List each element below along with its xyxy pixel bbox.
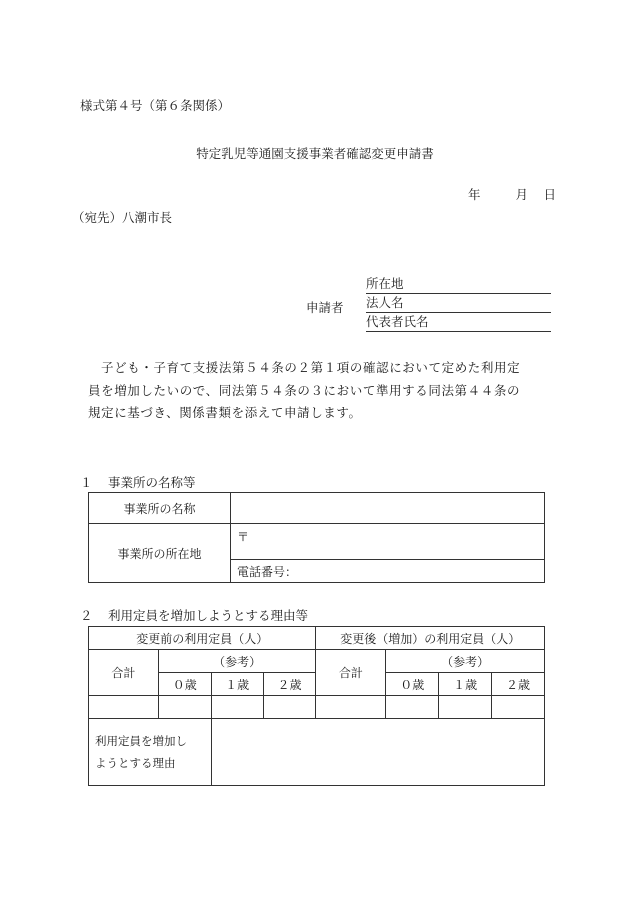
before-age-1: １歳 (211, 673, 263, 696)
after-age-1-value[interactable] (439, 696, 492, 719)
facility-address-cell[interactable] (231, 524, 545, 560)
section1-heading (80, 473, 196, 491)
document-title: 特定乳児等通園支援事業者確認変更申請書 (196, 146, 434, 161)
after-age-0-value[interactable] (386, 696, 439, 719)
after-age-1: １歳 (439, 673, 492, 696)
before-age-2: ２歳 (263, 673, 316, 696)
after-age-2-value[interactable] (492, 696, 545, 719)
capacity-table (88, 626, 545, 786)
before-age-2-value[interactable] (263, 696, 316, 719)
section2-number: ２ (80, 608, 93, 623)
after-age-0: ０歳 (386, 673, 439, 696)
reason-label-line-1: 利用定員を増加し (95, 734, 187, 748)
facility-name-label: 事業所の名称 (89, 493, 231, 524)
applicant-label: 申請者 (306, 300, 344, 315)
facility-table (88, 492, 545, 583)
reason-label (89, 719, 212, 786)
before-age-0-value[interactable] (158, 696, 211, 719)
section2-title: 利用定員を増加しようとする理由等 (108, 608, 309, 623)
before-capacity-header: 変更前の利用定員（人） (89, 627, 316, 650)
date-month: 月 (515, 187, 528, 202)
after-capacity-header: 変更後（増加）の利用定員（人） (316, 627, 545, 650)
before-total-label: 合計 (89, 650, 159, 696)
applicant-corporation-field[interactable]: 法人名 (366, 293, 551, 313)
phone-label: 電話番号： (237, 564, 298, 579)
postal-mark: 〒 (237, 530, 250, 544)
date-line (468, 185, 556, 203)
before-reference-label: （参考） (158, 650, 316, 673)
section2-heading (80, 606, 308, 624)
reason-label-line-2: ようとする理由 (95, 756, 176, 770)
before-age-1-value[interactable] (211, 696, 263, 719)
before-total-value[interactable] (89, 696, 159, 719)
after-reference-label: （参考） (386, 650, 545, 673)
section1-title: 事業所の名称等 (108, 475, 196, 490)
form-number: 様式第４号（第６条関係） (80, 98, 231, 113)
facility-address-label: 事業所の所在地 (89, 524, 231, 583)
after-total-label: 合計 (316, 650, 386, 696)
date-year: 年 (468, 187, 481, 202)
section1-number: １ (80, 475, 93, 490)
addressee: （宛先）八潮市長 (72, 210, 173, 225)
facility-phone-cell[interactable] (231, 560, 545, 583)
after-total-value[interactable] (316, 696, 386, 719)
before-age-0: ０歳 (158, 673, 211, 696)
after-age-2: ２歳 (492, 673, 545, 696)
statement-line-3: 規定に基づき、関係書類を添えて申請します。 (88, 405, 362, 420)
application-statement (88, 357, 548, 425)
statement-line-2: 員を増加したいので、同法第５４条の３において準用する同法第４４条の (88, 382, 521, 398)
applicant-representative-field[interactable]: 代表者氏名 (366, 312, 551, 332)
applicant-address-field[interactable]: 所在地 (366, 274, 551, 294)
statement-line-1: 子ども・子育て支援法第５４条の２第１項の確認において定めた利用定 (101, 360, 521, 375)
facility-name-cell[interactable] (231, 493, 545, 524)
reason-cell[interactable] (211, 719, 544, 786)
date-day: 日 (543, 187, 556, 202)
